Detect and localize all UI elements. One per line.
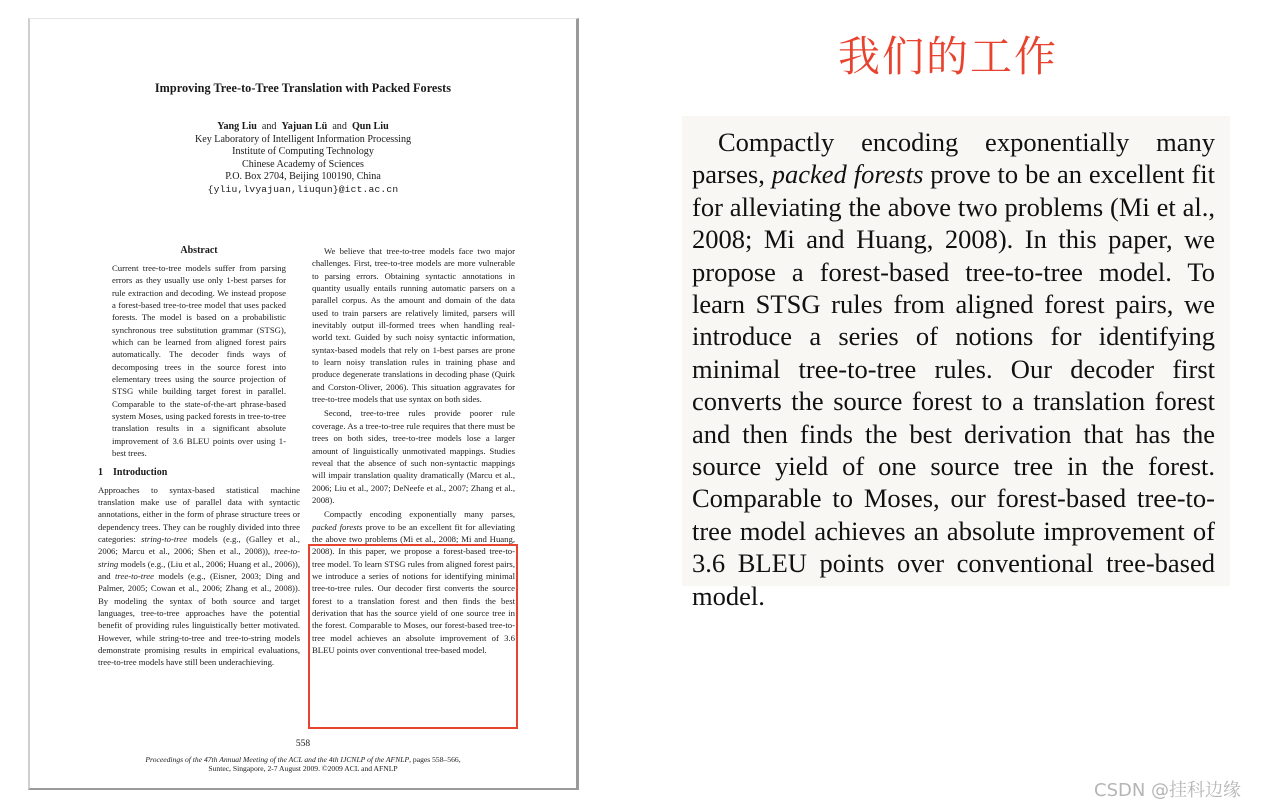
affiliation-line: Institute of Computing Technology: [232, 146, 374, 158]
author-emails: {yliu,lvyajuan,liuqun}@ict.ac.cn: [207, 183, 399, 195]
author-conjunction: and: [332, 121, 347, 132]
intro-text: models (e.g., (Eisner, 2003; Ding and Palmer, 2005; Cowan et al., 2006; Zhang et al., 2008)). By modeling the syntax of both source and target languages, tree-to-tree approaches have the potential benefit of providing rules linguistically better motivated. However, while string-to-tree and tree-to-string models demonstrate promising results in empirical evaluations, tree-to-tree models have still been underachieving.: [98, 570, 301, 668]
intro-text: models (e.g., (Galley et al., 2006; Marcu et al., 2006; Shen et al., 2008)),: [98, 533, 300, 557]
zoomed-excerpt-text: [692, 126, 1215, 612]
affiliation-line: Chinese Academy of Sciences: [242, 158, 364, 170]
zoom-text: Compactly encoding exponentially many parses,: [692, 127, 1215, 190]
footer-line: Suntec, Singapore, 2-7 August 2009. ©2009 ACL and AFNLP: [208, 764, 398, 773]
footer-pages: , pages 558–566,: [409, 755, 461, 764]
paragraph-challenges: We believe that tree-to-tree models face two major challenges. First, tree-to-tree models are more vulnerable to parsing errors. Obtaining syntactic annotations in quantity usually entails running automatic parsers on a parallel corpus. As the amount and domain of the data used to train parsers are relatively limited, parsers will inevitably output ill-formed trees when handling real-world text. Guided by such noisy syntactic information, syntax-based models that rely on 1-best parses are prone to learn noisy translation rules in training phase and produce degenerate translations in decoding phase (Quirk and Corston-Oliver, 2006). This situation aggravates for tree-to-tree models that use syntax on both sides.: [312, 246, 515, 405]
zoomed-excerpt: [682, 116, 1230, 611]
author-names: [30, 121, 576, 134]
zoomed-paragraph: [692, 126, 1215, 612]
paper-title: Improving Tree-to-Tree Translation with Packed Forests: [154, 81, 452, 95]
paper-page-content: [30, 19, 576, 788]
intro-term: tree-to-tree: [115, 570, 154, 581]
affiliation-line: Key Laboratory of Intelligent Information Processing: [194, 133, 412, 145]
annotation-heading: 我们的工作: [838, 32, 1059, 81]
abstract-heading: Abstract: [180, 245, 218, 256]
our-work-text: Compactly encoding exponentially many parses,: [324, 509, 515, 520]
author-name: Qun Liu: [351, 121, 389, 132]
paragraph-rule-coverage: Second, tree-to-tree rules provide poorer rule coverage. As a tree-to-tree rule requires that there must be trees on both sides, tree-to-tree models lose a larger amount of linguistically unmotivated mappings. Studies reveal that the absence of such non-syntactic mappings will impair translation quality dramatically (Marcu et al., 2006; Liu et al., 2007; DeNeefe et al., 2007; Zhang et al., 2008).: [312, 408, 515, 505]
page-number: 558: [295, 739, 311, 749]
intro-term: string-to-tree: [141, 533, 188, 544]
proceedings-title: Proceedings of the 47th Annual Meeting of the ACL and the 4th IJCNLP of the AFNLP: [145, 755, 410, 764]
section-heading: [98, 467, 300, 478]
author-block: [30, 121, 576, 197]
intro-text: Approaches to syntax-based statistical machine translation make use of parallel data with syntactic annotations, either in the form of phrase structure trees or dependency trees. They can be roughly divided into three categories:: [98, 484, 300, 544]
paper-page: [28, 18, 579, 790]
section-number: 1: [98, 466, 103, 478]
author-conjunction: and: [261, 121, 277, 132]
footer-line: [30, 755, 576, 764]
intro-term: tree-to-string: [98, 546, 300, 569]
abstract-text: Current tree-to-tree models suffer from parsing errors as they usually use only 1-best parses for rule extraction and decoding. We instead propose a forest-based tree-to-tree model that uses packed forests. The model is based on a probabilistic synchronous tree substitution grammar (STSG), which can be learned from aligned forest pairs automatically. The decoder finds ways of decomposing trees in the source forest into elementary trees using the source projection of STSG while building target forest in parallel. Comparable to the state-of-the-art phrase-based system Moses, using packed forests in tree-to-tree translation results in a significant absolute improvement of 3.6 BLEU points over using 1-best trees.: [112, 263, 286, 459]
intro-paragraph: [98, 484, 300, 669]
paragraph-our-work: [312, 508, 515, 656]
address-line: P.O. Box 2704, Beijing 100190, China: [225, 171, 381, 183]
our-work-term: packed forests: [312, 521, 363, 532]
author-name: Yajuan Lü: [281, 121, 328, 132]
left-column: [98, 245, 300, 669]
author-name: Yang Liu: [217, 121, 257, 132]
zoom-term: packed forests: [771, 159, 924, 190]
intro-text: models (e.g., (Liu et al., 2006; Huang et al., 2006)), and: [98, 558, 300, 581]
our-work-text: prove to be an excellent fit for alleviating the above two problems (Mi et al., 2008; Mi and Huang, 2008). In this paper, we propose a forest-based tree-to-tree model. To learn STSG rules from aligned forest pairs, we introduce a series of notions for identifying minimal tree-to-tree rules. Our decoder first converts the source forest to a translation forest and then finds the best derivation that has the source yield of one source tree in the forest. Comparable to Moses, our forest-based tree-to-tree model achieves an absolute improvement of 3.6 BLEU points over conventional tree-based model.: [312, 521, 515, 655]
watermark: CSDN @挂科边缘: [1094, 780, 1242, 801]
zoom-text: prove to be an excellent fit for alleviating the above two problems (Mi et al., 2008; Mi and Huang, 2008). In this paper, we propose a forest-based tree-to-tree model. To learn STSG rules from aligned forest pairs, we introduce a series of notions for identifying minimal tree-to-tree rules. Our decoder first converts the source forest to a translation forest and then finds the best derivation that has the source yield of one source tree in the forest. Comparable to Moses, our forest-based tree-to-tree model achieves an absolute improvement of 3.6 BLEU points over conventional tree-based model.: [692, 159, 1215, 611]
right-column: [312, 245, 515, 656]
page-footer: [30, 755, 576, 773]
section-title: Introduction: [113, 466, 168, 478]
